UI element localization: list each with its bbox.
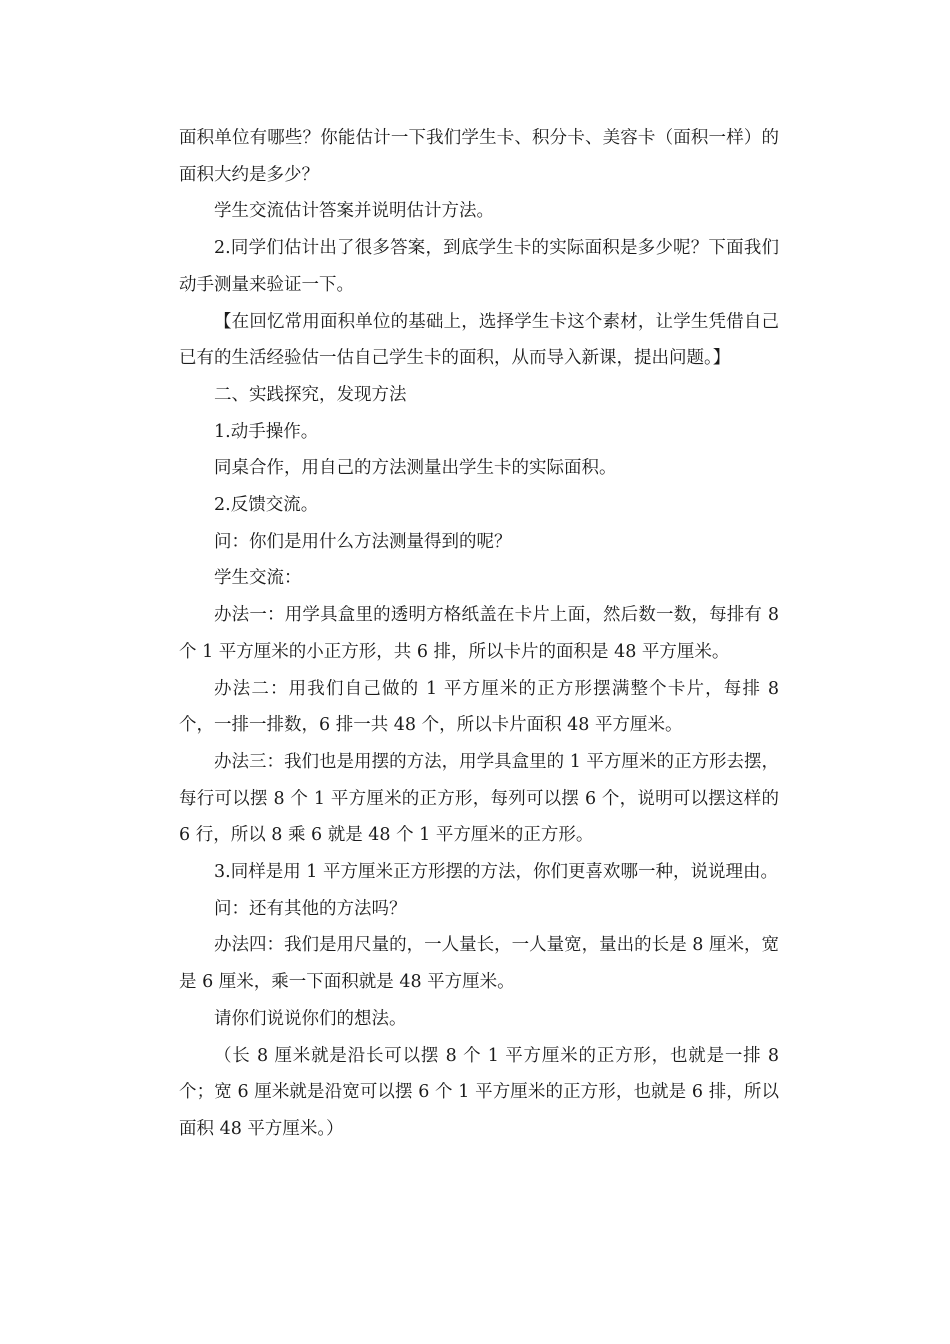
paragraph: 学生交流： xyxy=(214,568,302,589)
method-paragraph: 办法三：我们也是用摆的方法，用学具盒里的 1 平方厘米的正方形去摆，每行可以摆 8 个 1 平方厘米的正方形，每列可以摆 6 个，说明可以摆这样的 6 行，所以 8 乘 6 就是 48 个 1 平方厘米的正方形。 xyxy=(179,751,779,846)
paragraph: 【在回忆常用面积单位的基础上，选择学生卡这个素材，让学生凭借自己已有的生活经验估一估自己学生卡的面积，从而导入新课，提出问题。】 xyxy=(179,311,779,369)
paragraph: 问：你们是用什么方法测量得到的呢？ xyxy=(214,531,512,552)
paragraph: 问：还有其他的方法吗？ xyxy=(214,898,407,919)
paragraph: 学生交流估计答案并说明估计方法。 xyxy=(214,201,494,222)
step-heading: 2.反馈交流。 xyxy=(214,495,319,516)
paragraph: 2.同学们估计出了很多答案，到底学生卡的实际面积是多少呢？下面我们动手测量来验证一下。 xyxy=(179,238,779,295)
paragraph: （长 8 厘米就是沿长可以摆 8 个 1 平方厘米的正方形，也就是一排 8 个；宽 6 厘米就是沿宽可以摆 6 个 1 平方厘米的正方形，也就是 6 排，所以面积 48 平方厘米。） xyxy=(179,1045,779,1139)
method-paragraph: 办法二：用我们自己做的 1 平方厘米的正方形摆满整个卡片，每排 8 个，一排一排数，6 排一共 48 个，所以卡片面积 48 平方厘米。 xyxy=(179,678,779,736)
section-heading: 二、实践探究，发现方法 xyxy=(214,384,407,405)
paragraph: 3.同样是用 1 平方厘米正方形摆的方法，你们更喜欢哪一种，说说理由。 xyxy=(214,862,778,883)
step-heading: 1.动手操作。 xyxy=(214,421,319,442)
paragraph: 同桌合作，用自己的方法测量出学生卡的实际面积。 xyxy=(214,458,617,479)
method-paragraph: 办法一：用学具盒里的透明方格纸盖在卡片上面，然后数一数，每排有 8 个 1 平方厘米的小正方形，共 6 排，所以卡片的面积是 48 平方厘米。 xyxy=(179,605,779,662)
paragraph: 请你们说说你们的想法。 xyxy=(214,1008,407,1029)
document-page xyxy=(179,120,779,1148)
method-paragraph: 办法四：我们是用尺量的，一人量长，一人量宽，量出的长是 8 厘米，宽是 6 厘米，乘一下面积就是 48 平方厘米。 xyxy=(179,935,779,993)
paragraph: 面积单位有哪些？你能估计一下我们学生卡、积分卡、美容卡（面积一样）的面积大约是多少？ xyxy=(179,128,779,185)
